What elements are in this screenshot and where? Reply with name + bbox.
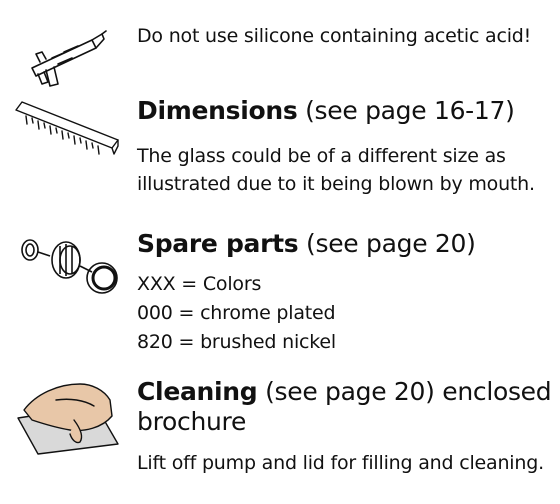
spare-parts-nickel: 820 = brushed nickel xyxy=(137,331,336,353)
cleaning-page-ref-cont: brochure xyxy=(137,407,247,436)
cleaning-heading-line xyxy=(137,377,551,407)
dimensions-body-line-1: The glass could be of a different size as xyxy=(137,145,506,167)
cleaning-hand-icon xyxy=(14,376,126,456)
spare-parts-heading-line xyxy=(137,229,476,259)
spare-parts-page-ref: (see page 20) xyxy=(306,229,476,258)
cleaning-heading: Cleaning xyxy=(137,377,258,406)
dimensions-heading-line xyxy=(137,96,515,126)
spare-parts-icon xyxy=(16,232,120,298)
dimensions-page-ref: (see page 16-17) xyxy=(305,96,515,125)
spare-parts-heading: Spare parts xyxy=(137,229,299,258)
spare-parts-colors: XXX = Colors xyxy=(137,273,262,295)
silicone-warning-text: Do not use silicone containing acetic acid! xyxy=(137,25,532,47)
caulking-gun-icon xyxy=(22,18,108,88)
spare-parts-chrome: 000 = chrome plated xyxy=(137,302,336,324)
dimensions-heading: Dimensions xyxy=(137,96,298,125)
dimensions-body-line-2: illustrated due to it being blown by mouth. xyxy=(137,173,535,195)
ruler-icon xyxy=(14,96,120,174)
cleaning-page-ref: (see page 20) enclosed xyxy=(265,377,552,406)
cleaning-body: Lift off pump and lid for filling and cleaning. xyxy=(137,452,544,474)
